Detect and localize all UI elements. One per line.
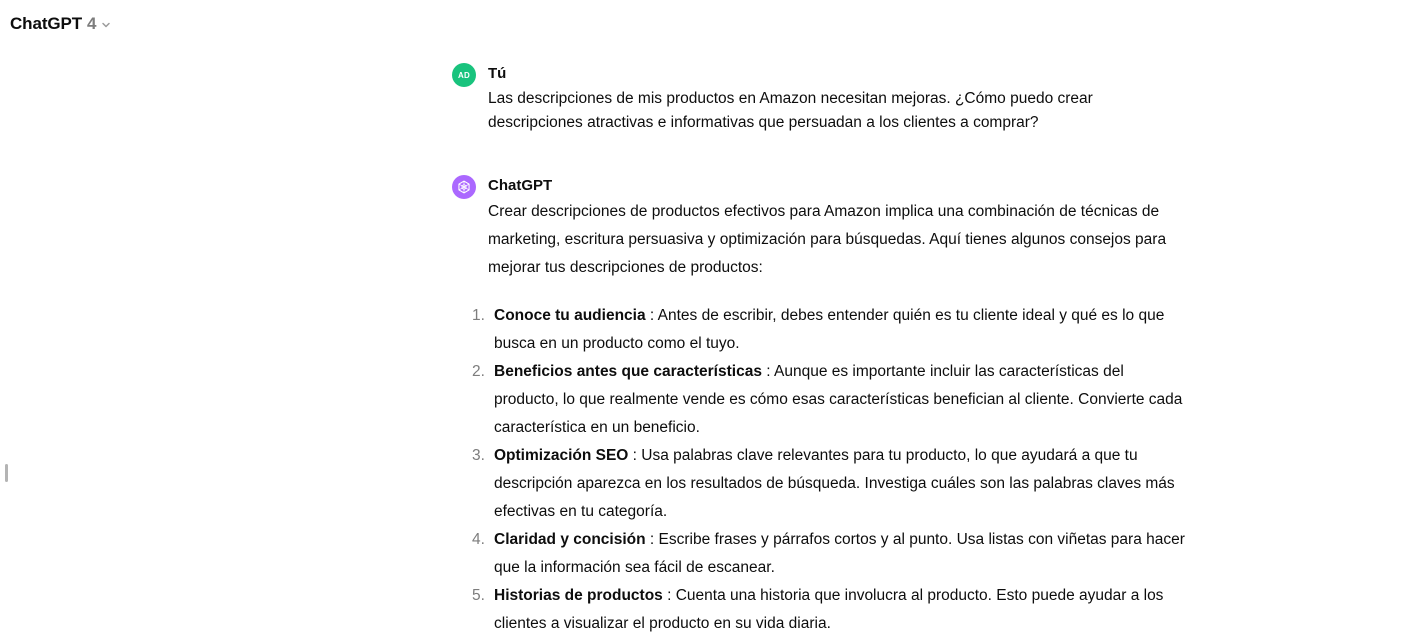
list-item-title: Historias de productos bbox=[494, 587, 663, 604]
assistant-intro-text: Crear descripciones de productos efectivos para Amazon implica una combinación de técnicas de marketing, escritura persuasiva y optimización para búsquedas. Aquí tienes algunos consejos para mejorar tus descripciones de productos: bbox=[488, 203, 1167, 276]
assistant-avatar bbox=[452, 175, 476, 199]
sidebar-toggle-handle[interactable] bbox=[5, 464, 8, 482]
openai-logo-icon bbox=[456, 179, 472, 195]
model-name: ChatGPT bbox=[10, 14, 83, 33]
list-item-text: : Aunque es importante incluir las características del producto, lo que realmente vende es cómo esas características benefician al cliente. Convierte cada característica en un beneficio. bbox=[494, 363, 1183, 436]
list-item bbox=[472, 526, 1188, 582]
list-item-number: 4. bbox=[472, 531, 485, 548]
list-item-text: : Escribe frases y párrafos cortos y al punto. Usa listas con viñetas para hacer que la información sea fácil de escanear. bbox=[494, 531, 1185, 576]
list-item-number: 5. bbox=[472, 587, 485, 604]
list-item-number: 1. bbox=[472, 307, 485, 324]
list-item bbox=[472, 302, 1188, 358]
list-item-number: 3. bbox=[472, 447, 485, 464]
list-item-title: Claridad y concisión bbox=[494, 531, 646, 548]
user-author-name: Tú bbox=[488, 65, 507, 82]
list-item-title: Conoce tu audiencia bbox=[494, 307, 646, 324]
list-item-text: : Usa palabras clave relevantes para tu producto, lo que ayudará a que tu descripción aparezca en los resultados de búsqueda. Investiga cuáles son las palabras claves más efectivas en tu categoría. bbox=[494, 447, 1175, 520]
model-version: 4 bbox=[87, 14, 97, 33]
user-avatar-initials: AD bbox=[458, 70, 470, 80]
list-item-title: Beneficios antes que características bbox=[494, 363, 762, 380]
tips-list bbox=[472, 302, 1188, 638]
list-item bbox=[472, 582, 1188, 638]
model-selector-dropdown[interactable] bbox=[10, 14, 112, 34]
user-message-text: Las descripciones de mis productos en Amazon necesitan mejoras. ¿Cómo puedo crear descripciones atractivas e informativas que persuadan a los clientes a comprar? bbox=[488, 90, 1093, 131]
list-item-title: Optimización SEO bbox=[494, 447, 629, 464]
assistant-author-name: ChatGPT bbox=[488, 177, 553, 194]
list-item-text: : Cuenta una historia que involucra al producto. Esto puede ayudar a los clientes a visualizar el producto en su vida diaria. bbox=[494, 587, 1164, 632]
list-item bbox=[472, 442, 1188, 526]
user-avatar bbox=[452, 63, 476, 87]
list-item-text: : Antes de escribir, debes entender quién es tu cliente ideal y qué es lo que busca en un producto como el tuyo. bbox=[494, 307, 1165, 352]
list-item bbox=[472, 358, 1188, 442]
assistant-message-body bbox=[472, 198, 1188, 638]
chevron-down-icon bbox=[100, 19, 112, 31]
list-item-number: 2. bbox=[472, 363, 485, 380]
